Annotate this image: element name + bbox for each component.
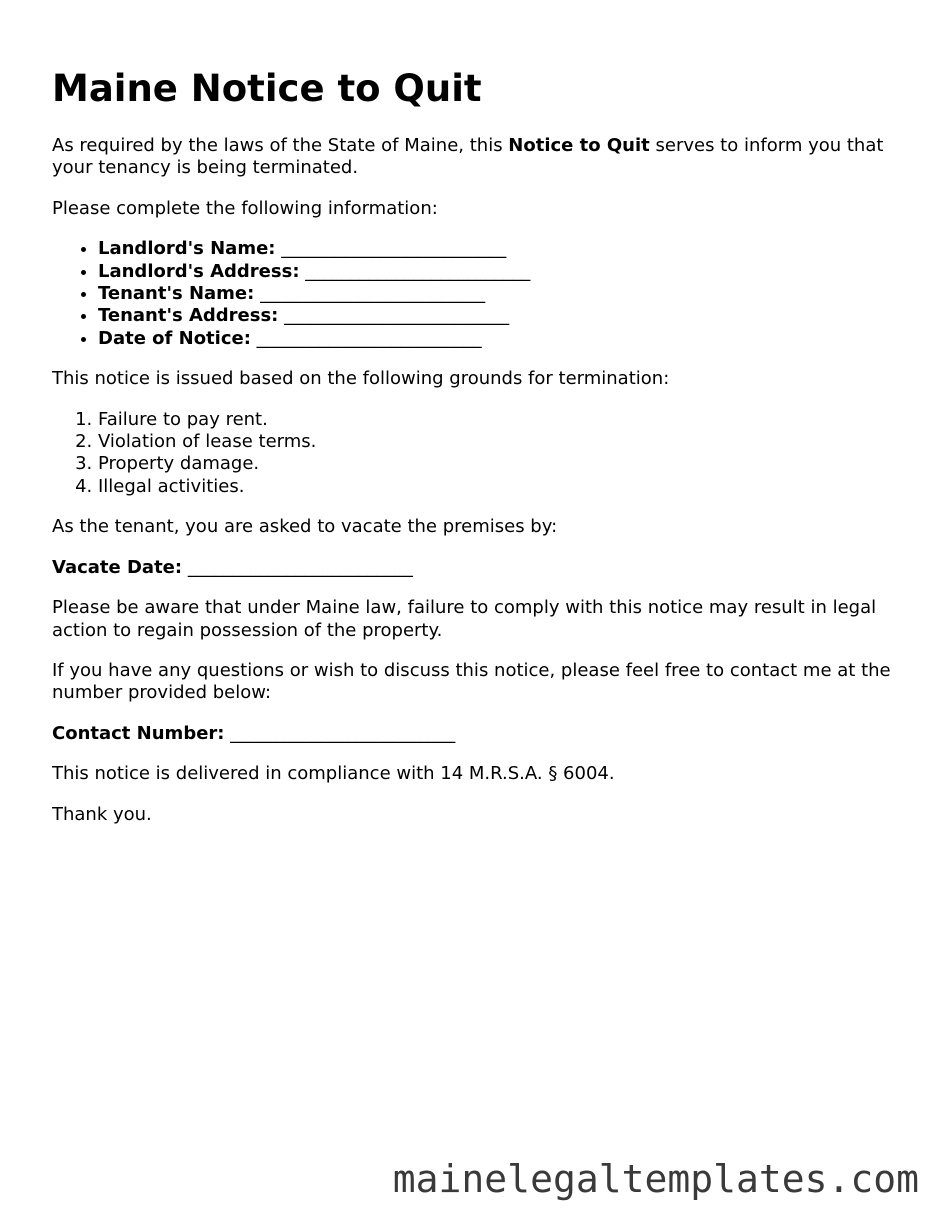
vacate-intro-paragraph: As the tenant, you are asked to vacate the premises by:: [52, 516, 558, 538]
compliance-paragraph: This notice is delivered in compliance with 14 M.R.S.A. § 6004.: [52, 763, 615, 785]
info-fields-list: [52, 238, 902, 350]
intro-paragraph: [52, 135, 902, 180]
ground-item: 3. Property damage.: [98, 453, 902, 475]
intro-text-after: serves to inform you that your tenancy is being terminated.: [52, 135, 884, 179]
ground-item: 2. Violation of lease terms.: [98, 431, 902, 453]
contact-number-label: Contact Number:: [52, 722, 225, 744]
vacate-date-blank[interactable]: _________________________: [187, 556, 413, 578]
field-label: Landlord's Name:: [98, 238, 276, 260]
field-label: Date of Notice:: [98, 327, 251, 349]
grounds-list: [52, 409, 902, 499]
contact-number-line: [52, 723, 902, 745]
fill-in-blank[interactable]: _________________________: [281, 238, 507, 260]
field-landlord-name: [98, 238, 902, 260]
intro-text-before: As required by the laws of the State of Maine, this: [52, 135, 509, 156]
instructions-paragraph: Please complete the following information:: [52, 197, 438, 219]
fill-in-blank[interactable]: _________________________: [284, 305, 510, 327]
site-watermark: mainelegaltemplates.com: [392, 1157, 919, 1201]
field-tenant-address: [98, 305, 902, 327]
warning-paragraph: Please be aware that under Maine law, failure to comply with this notice may result in legal action to regain possession of the property.: [52, 597, 877, 641]
vacate-date-line: [52, 557, 902, 579]
document-title: Maine Notice to Quit: [52, 67, 482, 110]
fill-in-blank[interactable]: _________________________: [260, 283, 486, 305]
ground-item: 1. Failure to pay rent.: [98, 409, 902, 431]
grounds-intro-paragraph: This notice is issued based on the following grounds for termination:: [52, 368, 670, 390]
questions-paragraph: If you have any questions or wish to discuss this notice, please feel free to contact me at the number provided below:: [52, 659, 891, 704]
fill-in-blank[interactable]: _________________________: [305, 260, 531, 282]
field-label: Tenant's Address:: [98, 305, 279, 327]
vacate-date-label: Vacate Date:: [52, 556, 183, 578]
closing-paragraph: Thank you.: [52, 803, 152, 825]
field-label: Tenant's Name:: [98, 283, 255, 305]
document-body: [52, 135, 902, 844]
field-landlord-address: [98, 261, 902, 283]
field-date-of-notice: [98, 328, 902, 350]
intro-emphasis: Notice to Quit: [508, 135, 650, 156]
field-tenant-name: [98, 283, 902, 305]
field-label: Landlord's Address:: [98, 260, 300, 282]
ground-item: 4. Illegal activities.: [98, 476, 902, 498]
fill-in-blank[interactable]: _________________________: [256, 327, 482, 349]
contact-number-blank[interactable]: _________________________: [230, 722, 456, 744]
